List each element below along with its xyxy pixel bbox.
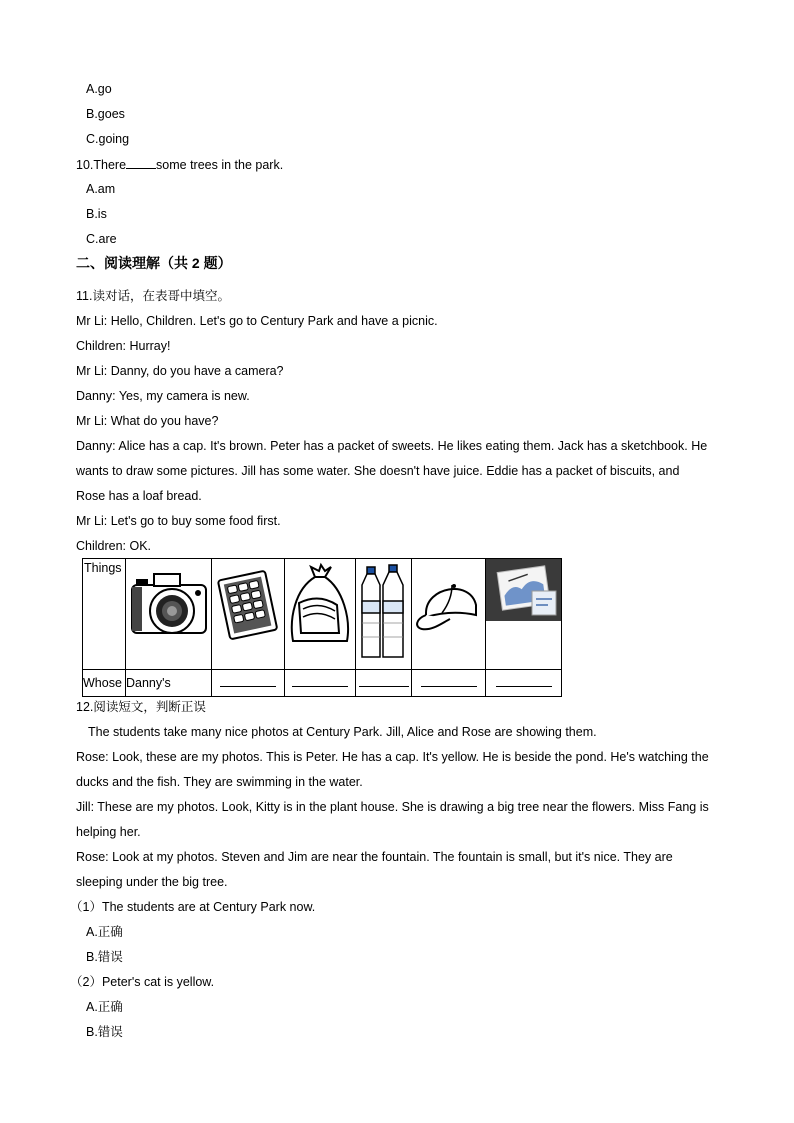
q12-sub1-question: （1）The students are at Century Park now. xyxy=(70,900,316,914)
q10-suffix: some trees in the park. xyxy=(156,158,284,172)
q10-option-c: C.are xyxy=(86,232,117,246)
q12-sub1-option-b: B.错误 xyxy=(86,950,123,964)
dialogue-line: Children: OK. xyxy=(76,539,152,553)
q12-instruction: 12.阅读短文，判断正误 xyxy=(76,700,206,714)
q11-instruction: 11.读对话，在表哥中填空。 xyxy=(76,289,230,303)
things-row xyxy=(83,559,562,670)
answer-blank[interactable] xyxy=(496,685,552,687)
sweets-packet-picture xyxy=(212,559,284,665)
dialogue-line: Mr Li: What do you have? xyxy=(76,414,219,428)
passage-line: sleeping under the big tree. xyxy=(76,875,228,889)
answer-cell-sweets xyxy=(212,670,285,697)
cap-picture xyxy=(412,559,485,665)
water-cell xyxy=(356,559,412,670)
dialogue-line: Danny: Yes, my camera is new. xyxy=(76,389,250,403)
dialogue-line: Mr Li: Danny, do you have a camera? xyxy=(76,364,284,378)
q12-sub2-option-a: A.正确 xyxy=(86,1000,123,1014)
passage-line: helping her. xyxy=(76,825,141,839)
bread-loaf-picture xyxy=(285,559,355,665)
answer-cell-water xyxy=(356,670,412,697)
dialogue-line: Danny: Alice has a cap. It's brown. Peter has a packet of sweets. He likes eating them. Jack has a sketchbook. He xyxy=(76,439,708,453)
answer-blank[interactable] xyxy=(220,685,276,687)
sketchbook-picture xyxy=(486,559,561,665)
answer-cell-cap xyxy=(412,670,486,697)
things-header: Things xyxy=(83,559,126,670)
passage-line: Rose: Look, these are my photos. This is Peter. He has a cap. It's yellow. He is beside the pond. He's watching the xyxy=(76,750,709,764)
answer-blank[interactable] xyxy=(292,685,348,687)
dialogue-line: Mr Li: Hello, Children. Let's go to Century Park and have a picnic. xyxy=(76,314,438,328)
dialogue-line: Rose has a loaf bread. xyxy=(76,489,202,503)
camera-picture xyxy=(126,559,211,665)
answer-blank[interactable] xyxy=(421,685,477,687)
dialogue-line: Mr Li: Let's go to buy some food first. xyxy=(76,514,281,528)
q12-sub1-option-a: A.正确 xyxy=(86,925,123,939)
q10-question xyxy=(76,156,283,173)
bread-cell xyxy=(285,559,356,670)
answer-cell-camera: Danny's xyxy=(126,670,212,697)
passage-line: The students take many nice photos at Century Park. Jill, Alice and Rose are showing them. xyxy=(88,725,597,739)
q12-sub2-question: （2）Peter's cat is yellow. xyxy=(70,975,215,989)
q9-option-b: B.goes xyxy=(86,107,125,121)
answer-blank[interactable] xyxy=(359,685,409,687)
answer-cell-sketchbook xyxy=(486,670,562,697)
passage-line: ducks and the fish. They are swimming in the water. xyxy=(76,775,363,789)
passage-line: Jill: These are my photos. Look, Kitty is in the plant house. She is drawing a big tree near the flowers. Miss Fang is xyxy=(76,800,709,814)
whose-header: Whose xyxy=(83,670,126,697)
section-heading: 二、阅读理解（共 2 题） xyxy=(76,255,232,271)
water-bottles-picture xyxy=(356,559,411,665)
q10-prefix: 10.There xyxy=(76,158,127,172)
sketchbook-cell xyxy=(486,559,562,670)
answer-cell-bread xyxy=(285,670,356,697)
things-table xyxy=(82,558,562,697)
passage-line: Rose: Look at my photos. Steven and Jim are near the fountain. The fountain is small, but it's nice. They are xyxy=(76,850,673,864)
sweets-cell xyxy=(212,559,285,670)
cap-cell xyxy=(412,559,486,670)
q9-option-c: C.going xyxy=(86,132,130,146)
q10-blank xyxy=(126,156,156,169)
q10-option-a: A.am xyxy=(86,182,116,196)
q9-option-a: A.go xyxy=(86,82,112,96)
dialogue-line: Children: Hurray! xyxy=(76,339,171,353)
whose-row xyxy=(83,670,562,697)
dialogue-line: wants to draw some pictures. Jill has some water. She doesn't have juice. Eddie has a packet of biscuits, and xyxy=(76,464,680,478)
q12-sub2-option-b: B.错误 xyxy=(86,1025,123,1039)
camera-cell xyxy=(126,559,212,670)
q10-option-b: B.is xyxy=(86,207,107,221)
